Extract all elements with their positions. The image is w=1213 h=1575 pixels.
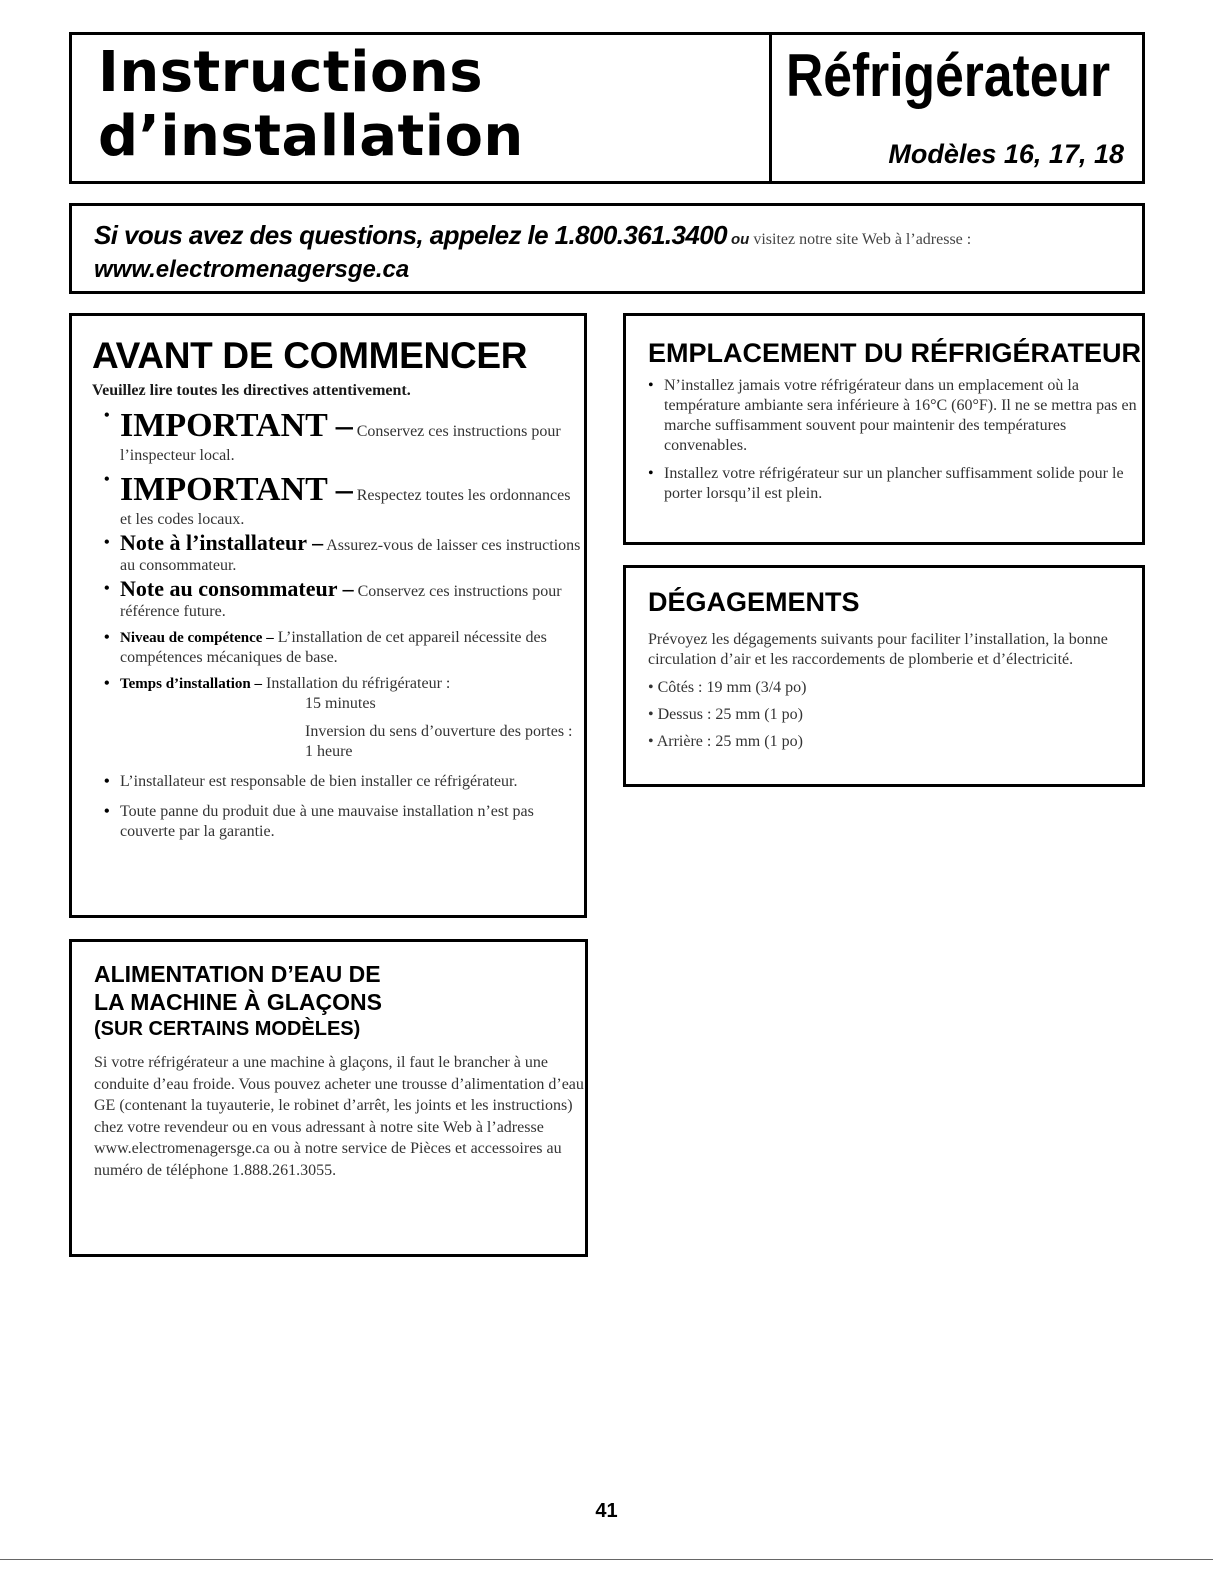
contact-question: Si vous avez des questions, appelez le 1.800.361.3400 [94, 220, 727, 250]
list-item [92, 772, 584, 792]
item-text: L’installateur est responsable de bien installer ce réfrigérateur. [120, 773, 518, 790]
bullet: • [104, 534, 110, 551]
item-text: Respectez toutes les ordonnances et les codes locaux. [120, 487, 571, 528]
bullet: • [104, 629, 110, 646]
contact-visit-text: visitez notre site Web à l’adresse : [753, 231, 972, 248]
document-title [98, 41, 524, 169]
section-emplacement [623, 313, 1145, 545]
list-item [648, 376, 1142, 456]
list-item [92, 802, 584, 842]
list-item: • Côtés : 19 mm (3/4 po) [648, 679, 807, 696]
section-heading: DÉGAGEMENTS [648, 587, 860, 617]
item-text: Conservez ces instructions pour l’inspecteur local. [120, 423, 561, 464]
item-lead: IMPORTANT – [120, 471, 353, 508]
item-text: Installez votre réfrigérateur sur un plancher suffisamment solide pour le porter lorsqu’il est plein. [664, 465, 1124, 502]
item-text: Assurez-vous de laisser ces instructions au consommateur. [120, 537, 581, 574]
section-heading [94, 960, 585, 1016]
bullet: • [104, 803, 110, 820]
section-subheading: Veuillez lire toutes les directives attentivement. [92, 382, 411, 399]
item-text: Toute panne du produit due à une mauvaise installation n’est pas couverte par la garantie. [120, 803, 534, 840]
list-item [92, 674, 584, 762]
header-title-box [69, 32, 772, 184]
item-text: N’installez jamais votre réfrigérateur dans un emplacement où la température ambiante sera inférieure à 16°C (60°F). Il ne se mettra pas en marche suffisamment souvent pour maintenir des températures convenables. [664, 377, 1137, 454]
section-body: Si votre réfrigérateur a une machine à glaçons, il faut le brancher à une conduite d’eau froide. Vous pouvez acheter une trousse d’alimentation d’eau GE (contenant la tuyauterie, le robinet d’arrêt, les joints et les instructions) chez votre revendeur ou en vous adressant à notre site Web à l’adresse www.electromenagersge.ca ou à notre service de Pièces et accessoires au numéro de téléphone 1.888.261.3055. [94, 1054, 584, 1179]
list-item [92, 406, 584, 466]
emplacement-list [648, 376, 1142, 504]
item-lead: Niveau de compétence – [120, 630, 274, 646]
contact-box [69, 203, 1145, 294]
bullet: • [104, 773, 110, 790]
section-heading: AVANT DE COMMENCER [92, 335, 528, 376]
list-item [92, 576, 584, 622]
avant-list [92, 406, 584, 842]
section-alimentation-eau [69, 939, 588, 1257]
list-item: • Dessus : 25 mm (1 po) [648, 706, 803, 723]
list-item [648, 464, 1142, 504]
section-subheading: (SUR CERTAINS MODÈLES) [94, 1018, 361, 1040]
section-avant-de-commencer [69, 313, 587, 918]
bottom-rule [0, 1559, 1213, 1560]
bullet: • [104, 675, 110, 692]
title-line-1: Instructions [98, 40, 484, 105]
item-lead: Note au consommateur – [120, 576, 354, 601]
door-reversal-time: 1 heure [305, 743, 353, 760]
item-lead: IMPORTANT – [120, 407, 353, 444]
heading-line-2: LA MACHINE À GLAÇONS [94, 989, 382, 1015]
item-text: Installation du réfrigérateur : [265, 675, 451, 692]
contact-or: ou [731, 231, 750, 248]
product-name: Réfrigérateur [786, 42, 1111, 109]
website-link[interactable]: www.electromenagersge.ca [94, 256, 410, 283]
bullet: • [648, 465, 654, 482]
bullet: • [648, 377, 654, 394]
list-item: • Arrière : 25 mm (1 po) [648, 733, 803, 750]
item-lead: Temps d’installation – [120, 676, 262, 692]
item-lead: Note à l’installateur – [120, 530, 324, 555]
header-product-box [769, 32, 1145, 184]
install-time: 15 minutes [305, 695, 376, 712]
section-intro: Prévoyez les dégagements suivants pour faciliter l’installation, la bonne circulation d’air et les raccordements de plomberie et d’électricité. [648, 631, 1108, 668]
contact-line [94, 220, 1142, 255]
section-degagements [623, 565, 1145, 787]
bullet: • [104, 580, 110, 597]
item-text: Conservez ces instructions pour référence future. [120, 583, 562, 620]
list-item [92, 628, 584, 668]
item-text: L’installation de cet appareil nécessite des compétences mécaniques de base. [120, 629, 547, 666]
page-number: 41 [595, 1500, 618, 1522]
list-item [92, 470, 584, 530]
model-numbers: Modèles 16, 17, 18 [888, 139, 1124, 169]
contact-url-line [94, 255, 1142, 288]
list-item [92, 530, 584, 576]
title-line-2: d’installation [98, 104, 524, 169]
door-reversal-label: Inversion du sens d’ouverture des portes : [305, 723, 573, 740]
clearance-list [648, 678, 1142, 752]
section-heading: EMPLACEMENT DU RÉFRIGÉRATEUR [648, 338, 1142, 368]
bullet: • [104, 407, 110, 424]
bullet: • [104, 471, 110, 488]
heading-line-1: ALIMENTATION D’EAU DE [94, 961, 381, 987]
